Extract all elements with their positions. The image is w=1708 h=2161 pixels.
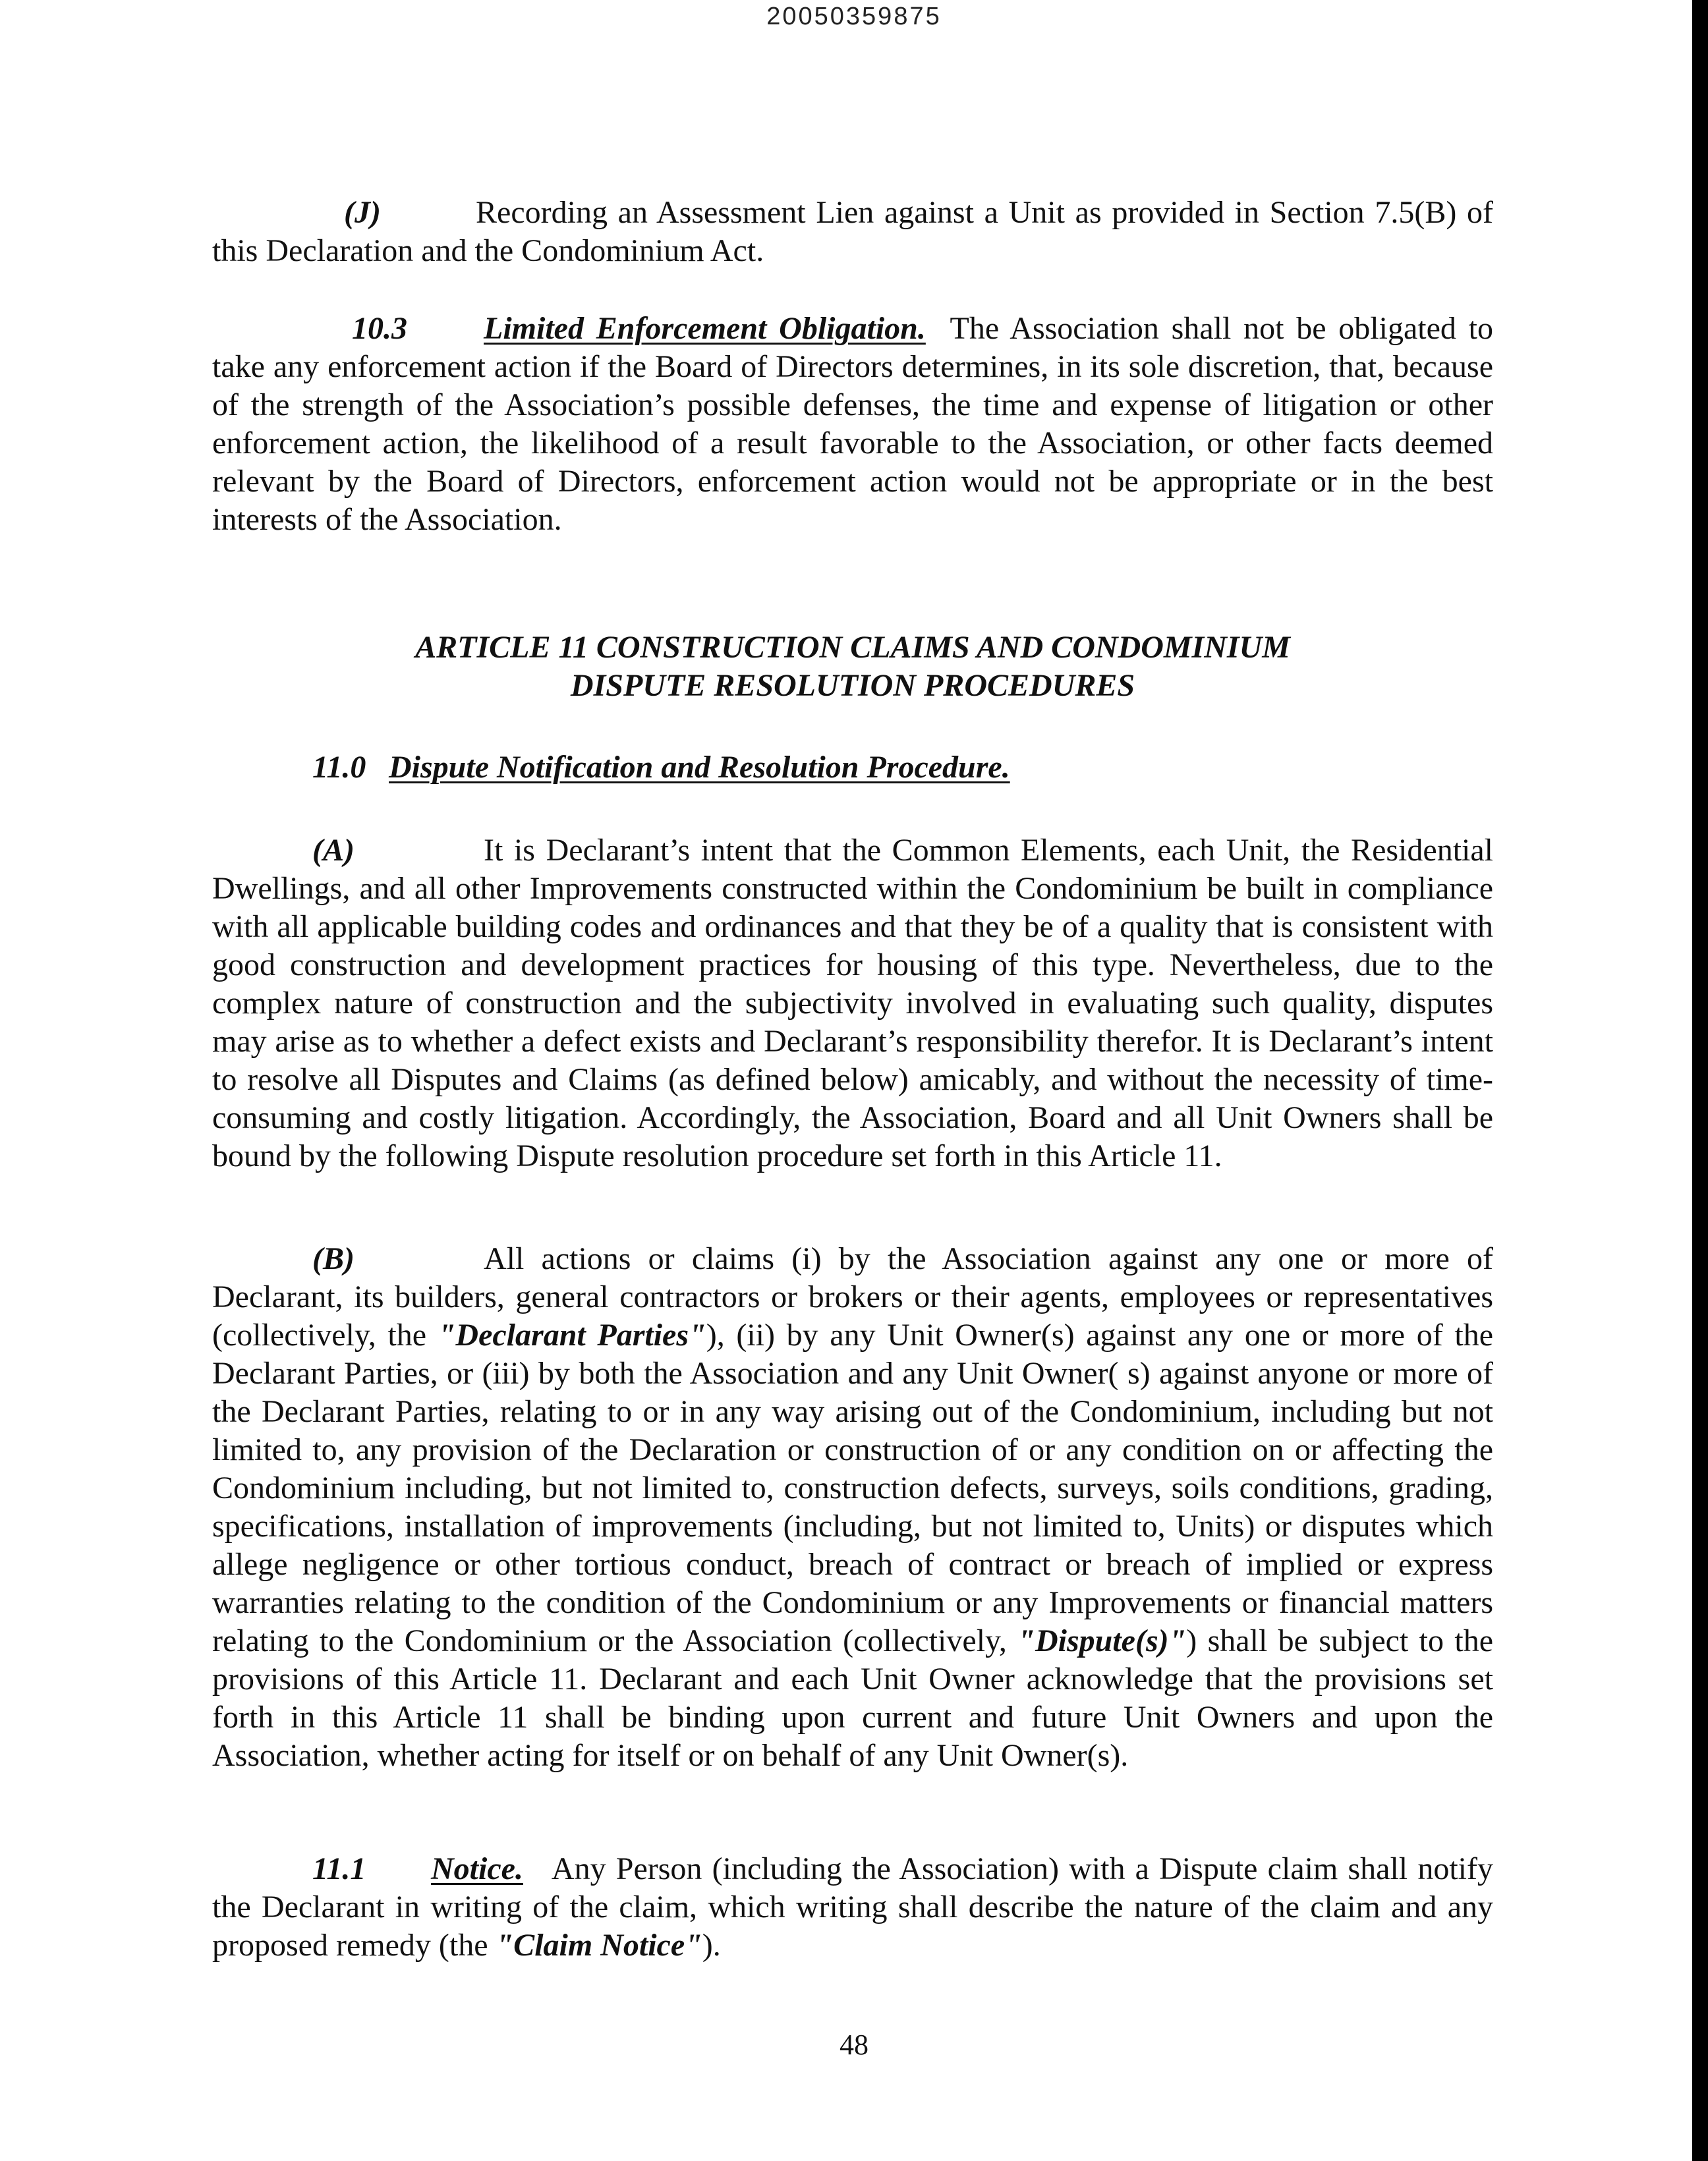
section-11-0-heading: Dispute Notification and Resolution Procedure. — [389, 750, 1010, 785]
section-11-1-text-1: Any Person (including the Association) with a Dispute claim shall notify the Declarant in writing of the claim, which writing shall describe the nature of the claim and any proposed remedy (the — [212, 1851, 1493, 1963]
section-11-0-number: 11.0 — [312, 750, 366, 785]
document-id: 20050359875 — [766, 3, 942, 30]
clause-b — [212, 1240, 1493, 1775]
section-11-1 — [212, 1850, 1493, 1965]
article-title-line-2: DISPUTE RESOLUTION PROCEDURES — [570, 668, 1135, 703]
clause-a-label: (A) — [312, 833, 355, 868]
declarant-parties-term: "Declarant Parties" — [438, 1318, 706, 1353]
scan-edge-bar — [1692, 0, 1708, 2161]
section-10-3 — [212, 310, 1493, 539]
section-11-1-text-2: ). — [702, 1928, 721, 1963]
section-11-1-heading: Notice. — [431, 1851, 523, 1886]
clause-b-text-3: ) shall be subject to the provisions of this Article 11. Declarant and each Unit Owner acknowledge that the provisions set forth in this Article 11 shall be binding upon current and future Unit Owners and upon the Association, whether acting for itself or on behalf of any Unit Owner(s). — [212, 1623, 1493, 1773]
clause-j-text: Recording an Assessment Lien against a Unit as provided in Section 7.5(B) of this Declaration and the Condominium Act. — [212, 195, 1493, 268]
clause-a-text: It is Declarant’s intent that the Common Elements, each Unit, the Residential Dwellings, and all other Improvements constructed within the Condominium be built in compliance with all applicable building codes and ordinances and that they be of a quality that is consistent with good construction and development practices for housing of this type. Nevertheless, due to the complex nature of construction and the subjectivity involved in evaluating such quality, disputes may arise as to whether a defect exists and Declarant’s responsibility therefor. It is Declarant’s intent to resolve all Disputes and Claims (as defined below) amicably, and without the necessity of time-consuming and costly litigation. Accordingly, the Association, Board and all Unit Owners shall be bound by the following Dispute resolution procedure set forth in this Article 11. — [212, 833, 1493, 1173]
clause-b-label: (B) — [312, 1241, 355, 1276]
clause-b-text-2: ), (ii) by any Unit Owner(s) against any one or more of the Declarant Parties, or (iii) by both the Association and any Unit Owner( s) against anyone or more of the Declarant Parties, relating to or in any way arising out of the Condominium, including but not limited to, any provision of the Declaration or construction of or any condition on or affecting the Condominium including, but not limited to, construction defects, surveys, soils conditions, grading, specifications, installation of improvements (including, but not limited to, Units) or disputes which allege negligence or other tortious conduct, breach of contract or breach of implied or express warranties relating to the condition of the Condominium or any Improvements or financial matters relating to the Condominium or the Association (collectively, — [212, 1318, 1494, 1658]
section-11-1-number: 11.1 — [312, 1851, 366, 1886]
disputes-term: "Dispute(s)" — [1017, 1623, 1187, 1658]
clause-b-text-1: All actions or claims (i) by the Association against any one or more of Declarant, its builders, general contractors or brokers or their agents, employees or representatives (collectively, the — [212, 1241, 1493, 1353]
clause-j-label: (J) — [344, 195, 381, 230]
clause-a — [212, 831, 1493, 1175]
article-title-line-1: ARTICLE 11 CONSTRUCTION CLAIMS AND CONDOMINIUM — [415, 630, 1290, 665]
section-10-3-number: 10.3 — [352, 311, 407, 346]
section-10-3-text: The Association shall not be obligated to take any enforcement action if the Board of Directors determines, in its sole discretion, that, because of the strength of the Association’s possible defenses, the time and expense of litigation or other enforcement action, the likelihood of a result favorable to the Association, or other facts deemed relevant by the Board of Directors, enforcement action would not be appropriate or in the best interests of the Association. — [212, 311, 1493, 537]
claim-notice-term: "Claim Notice" — [496, 1928, 702, 1963]
clause-j — [212, 194, 1493, 270]
page-number: 48 — [840, 2029, 868, 2061]
section-11-0 — [212, 748, 1493, 787]
section-10-3-heading: Limited Enforcement Obligation. — [484, 311, 926, 346]
